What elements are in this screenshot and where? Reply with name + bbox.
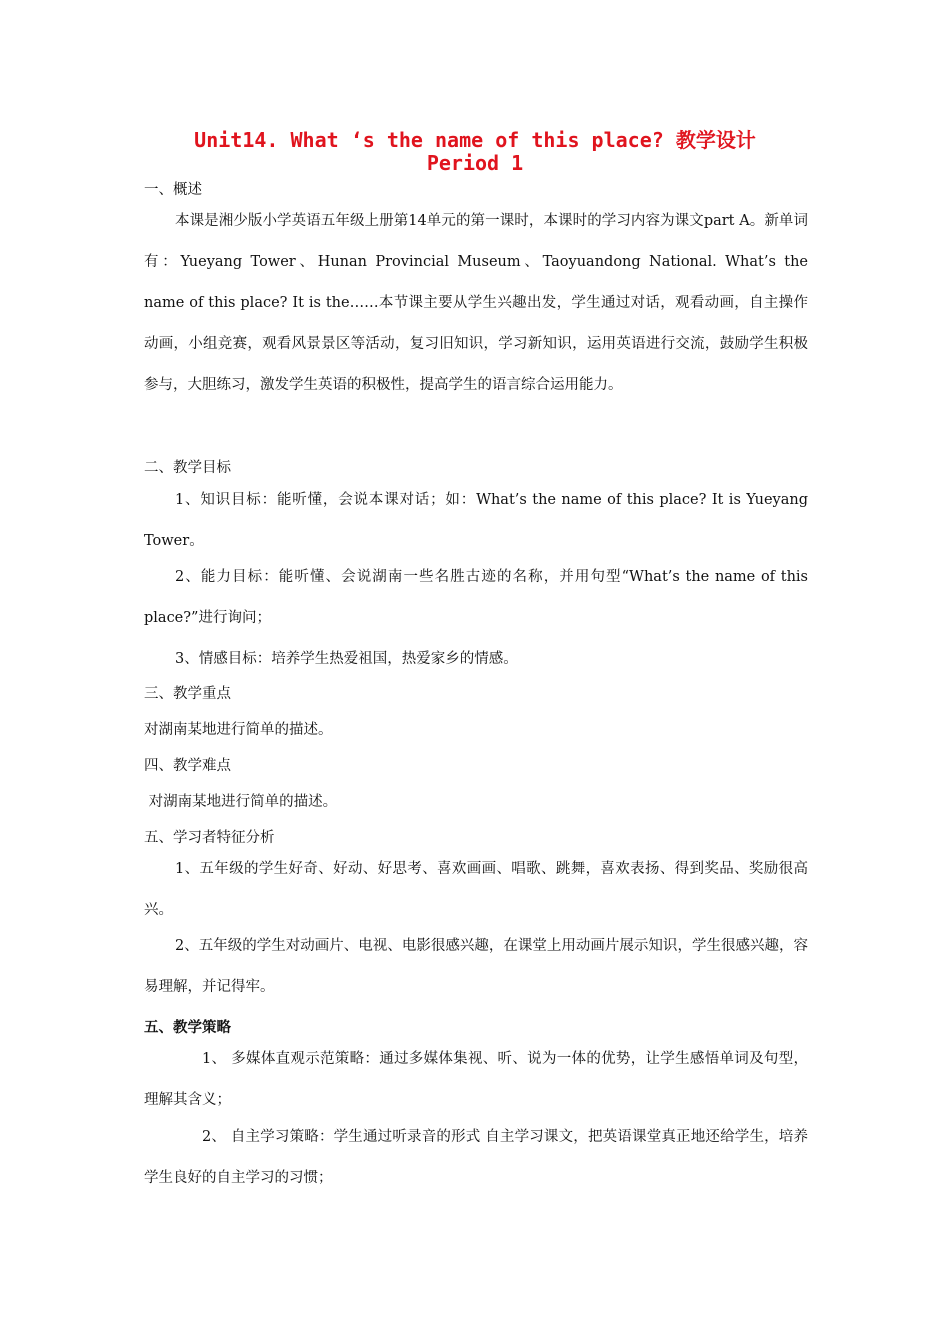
goal-1: 1、知识目标：能听懂，会说本课对话；如：What’s the name of this place? It is Yueyang Tower。 [144, 492, 808, 549]
goal-3: 3、情感目标：培养学生热爱祖国，热爱家乡的情感。 [175, 651, 518, 667]
strategy-heading: 五、教学策略 [144, 1019, 231, 1036]
goals-heading: 二、教学目标 [144, 460, 231, 476]
key-points-heading: 三、教学重点 [144, 686, 231, 702]
goal-2: 2、能力目标：能听懂、会说湖南一些名胜古迹的名称，并用句型“What’s the name of this place?”进行询问； [144, 569, 808, 626]
overview-heading: 一、概述 [144, 182, 202, 198]
strategy-item-2: 2、 自主学习策略：学生通过听录音的形式 自主学习课文，把英语课堂真正地还给学生，培养学生良好的自主学习的习惯； [144, 1129, 808, 1186]
overview-paragraph: 本课是湘少版小学英语五年级上册第14单元的第一课时，本课时的学习内容为课文part A。新单词有：Yueyang Tower、Hunan Provincial Museum、Taoyuandong National. What’s the name of this place? It is the……本节课主要从学生兴趣出发，学生通过对话，观看动画，自主操作动画，小组竞赛，观看风景景区等活动，复习旧知识，学习新知识，运用英语进行交流，鼓励学生积极参与，大胆练习，激发学生英语的积极性，提高学生的语言综合运用能力。 [144, 213, 808, 393]
learner-item-1: 1、五年级的学生好奇、好动、好思考、喜欢画画、唱歌、跳舞，喜欢表扬、得到奖品、奖励很高兴。 [144, 861, 808, 918]
document-title: Unit14. What ‘s the name of this place? 教学设计 [194, 128, 756, 152]
difficulty-text: 对湖南某地进行简单的描述。 [144, 794, 338, 810]
strategy-item-1: 1、 多媒体直观示范策略：通过多媒体集视、听、说为一体的优势，让学生感悟单词及句型，理解其含义； [144, 1051, 808, 1108]
learner-item-2: 2、五年级的学生对动画片、电视、电影很感兴趣，在课堂上用动画片展示知识，学生很感兴趣，容易理解，并记得牢。 [144, 938, 808, 995]
key-points-text: 对湖南某地进行简单的描述。 [144, 722, 333, 738]
learner-heading: 五、学习者特征分析 [144, 830, 275, 846]
difficulty-heading: 四、教学难点 [144, 758, 231, 774]
document-subtitle: Period 1 [426, 151, 524, 175]
